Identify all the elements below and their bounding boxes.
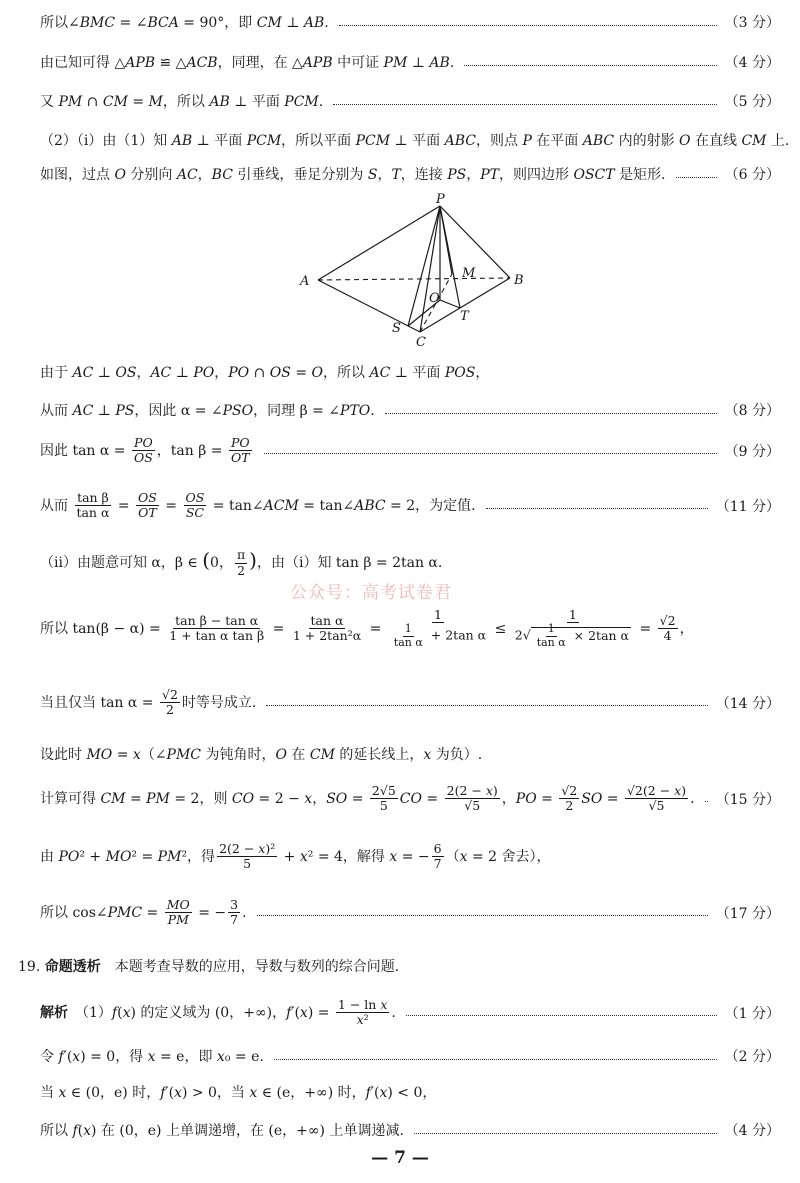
edge-AB-hidden: [318, 278, 510, 280]
label-B: B: [514, 273, 524, 288]
label-A: A: [300, 274, 310, 289]
pyramid-figure: [290, 192, 530, 352]
label-T: T: [460, 309, 469, 324]
edge-PA: [318, 206, 440, 280]
label-M: M: [462, 266, 476, 281]
label-P: P: [436, 192, 445, 207]
page-number: — 7 —: [371, 1148, 429, 1168]
problem-19-heading: 19. 命题透析 本题考查导数的应用，导数与数列的综合问题.: [18, 959, 400, 975]
solution-line-16: 所以 cos∠PMC = $\frac{MO}{PM}$ = − $\frac{3}{7}$ . （17 分）: [40, 897, 780, 928]
solution-line-7: 从而 AC ⊥ PS，因此 α = ∠PSO，同理 β = ∠PTO. （8 分）: [40, 403, 780, 419]
edge-AC: [318, 280, 420, 332]
solution-line-4: （2）（ⅰ）由（1）知 AB ⊥ 平面 PCM，所以平面 PCM ⊥ 平面 ABC，则点 P 在平面 ABC 内的射影 O 在直线 CM 上.: [40, 133, 790, 149]
solution-line-3: 又 PM ∩ CM = M，所以 AB ⊥ 平面 PCM. （5 分）: [40, 94, 780, 110]
solution-line-9: 从而 $\frac{\text{tan β}}{\text{tan α}}$ = $\frac{OS}{OT}$ = $\frac{OS}{SC}$ = tan∠ACM = tan∠ABC = 2，为定值. （11 分）: [40, 490, 780, 521]
solution-line-8: 因此 tan α = $\frac{PO}{OS}$ ，tan β = $\frac{PO}{OT}$ （9 分）: [40, 435, 780, 466]
watermark: 公众号：高考试卷君: [290, 583, 452, 603]
solution-line-20: 所以 f(x) 在 (0，e) 上单调递增，在 (e，+∞) 上单调递减. （4 分）: [40, 1123, 780, 1139]
solution-line-10: （ⅱ）由题意可知 α，β ∈ (0， $\frac{\pi}{2}$ )，由（ⅰ）知 tan β = 2tan α.: [40, 547, 443, 578]
solution-line-2: 由已知可得 △APB ≌ △ACB，同理，在 △APB 中可证 PM ⊥ AB. （4 分）: [40, 55, 780, 71]
edge-OT: [440, 300, 460, 308]
solution-line-17: 解析 （1）f(x) 的定义域为 (0，+∞)，f′(x) = $\frac{\text{1 − ln x}}{\text{x²}}$ . （1 分）: [40, 997, 780, 1028]
solution-line-14: 计算可得 CM = PM = 2，则 CO = 2 − x，SO = $\frac{2√5}{5}$ CO = $\frac{2(2 - x)}{√5}$ ，PO = $\frac{√2}{2}$ SO = $\frac{√2(2 - x)}{√5}$ . （15 分）: [40, 783, 780, 814]
solution-line-6: 由于 AC ⊥ OS，AC ⊥ PO，PO ∩ OS = O，所以 AC ⊥ 平面 POS，: [40, 365, 490, 381]
solution-line-18: 令 f′(x) = 0，得 x = e，即 x₀ = e. （2 分）: [40, 1049, 780, 1065]
solution-line-12: 当且仅当 tan α = $\frac{√2}{2}$ 时等号成立. （14 分）: [40, 687, 780, 718]
label-S: S: [392, 321, 401, 336]
solution-line-13: 设此时 MO = x（∠PMC 为钝角时，O 在 CM 的延长线上，x 为负）.: [40, 747, 483, 763]
label-C: C: [416, 335, 426, 350]
solution-line-5: 如图，过点 O 分别向 AC，BC 引垂线，垂足分别为 S，T，连接 PS，PT，则四边形 OSCT 是矩形. （6 分）: [40, 167, 780, 183]
solution-line-15: 由 PO² + MO² = PM²，得 $\frac{\text{2(2 − x)²}}{5}$ + x² = 4，解得 x = − $\frac{6}{7}$ （x = 2 舍去），: [40, 841, 551, 872]
solution-line-11: 所以 tan(β − α) = $\frac{\text{tan β − tan α}}{\text{1 + tan α tan β}}$ = $\frac{\text{tan α}}{\text{1 + 2tan²α}}$ = 1 $\frac{1}{\text{tan α}}$ + 2tan α ≤ 1 2√ $\frac{1}{\text{tan α}}$ × 2tan α = $\frac{√2}{4}$ ，: [40, 607, 694, 650]
solution-line-19: 当 x ∈ (0，e) 时，f′(x) > 0，当 x ∈ (e，+∞) 时，f′(x) < 0，: [40, 1085, 437, 1101]
solution-line-1: 所以∠BMC = ∠BCA = 90°，即 CM ⊥ AB. （3 分）: [40, 15, 780, 31]
label-O: O: [429, 291, 440, 306]
